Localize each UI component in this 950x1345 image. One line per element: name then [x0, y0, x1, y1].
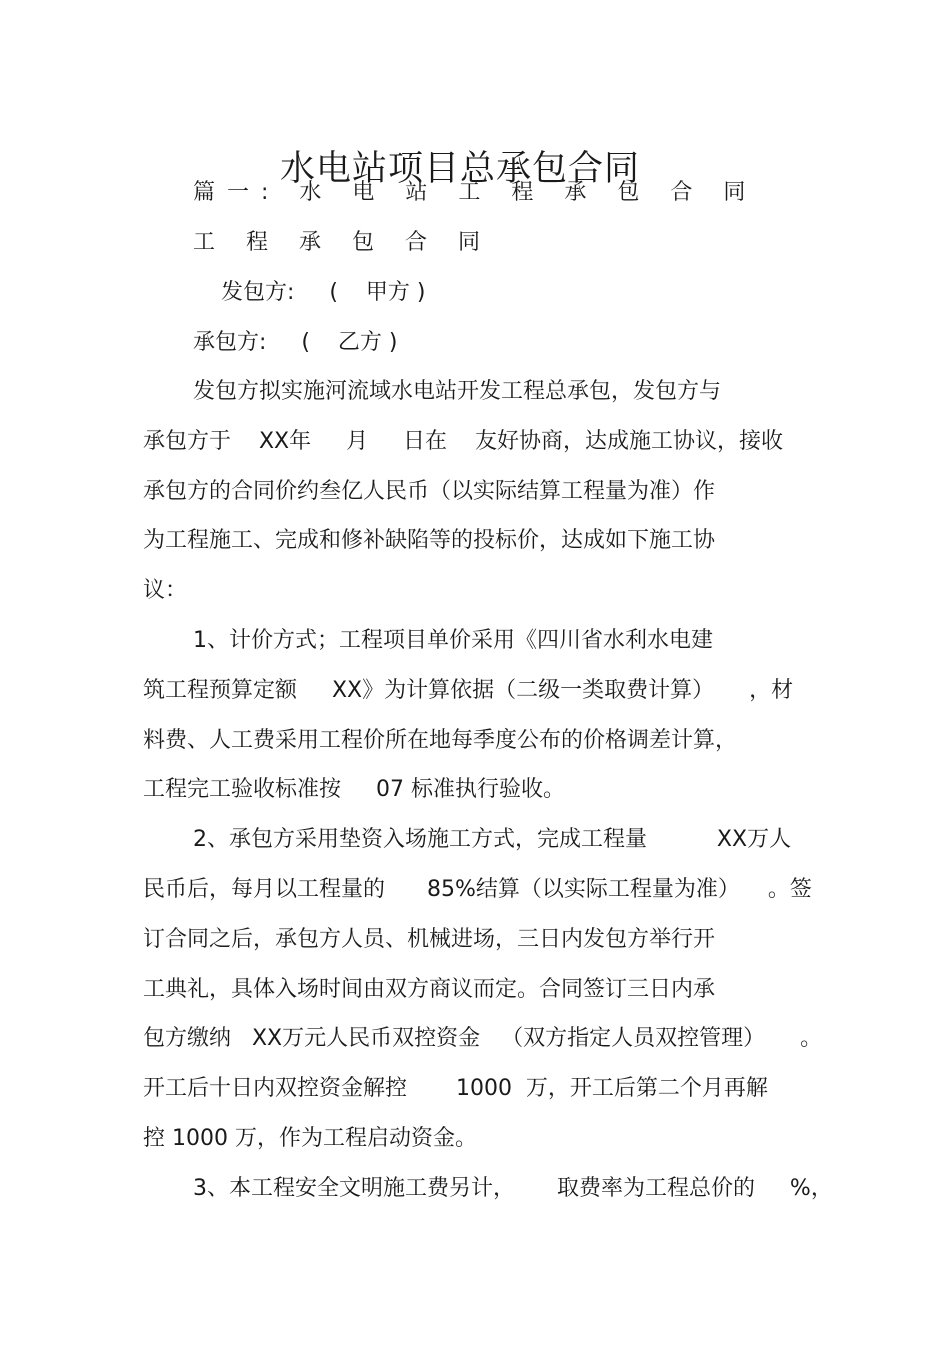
- clause-1-line: 筑工程预算定额 XX》为计算依据（二级一类取费计算） ，材: [143, 678, 794, 703]
- clause-2-line: 包方缴纳 XX万元人民币双控资金 （双方指定人员双控管理） 。: [143, 1026, 823, 1051]
- clause-2-line: 控 1000 万，作为工程启动资金。: [143, 1126, 477, 1151]
- party-b-line: 承包方: ( 乙方 ): [193, 330, 398, 355]
- clause-1-line: 料费、人工费采用工程价所在地每季度公布的价格调差计算，: [143, 728, 738, 753]
- clause-1-line: 工程完工验收标准按 07 标准执行验收。: [143, 777, 565, 802]
- party-a-line: 发包方: ( 甲方 ): [221, 280, 426, 305]
- contract-heading: 工 程 承 包 合 同: [193, 230, 492, 255]
- clause-2-line: 工典礼，具体入场时间由双方商议而定。合同签订三日内承: [143, 977, 716, 1002]
- clause-2-line: 开工后十日内双控资金解控 1000 万，开工后第二个月再解: [143, 1076, 768, 1101]
- paragraph-line: 发包方拟实施河流域水电站开发工程总承包，发包方与: [193, 379, 722, 404]
- clause-2-line: 订合同之后，承包方人员、机械进场，三日内发包方举行开: [143, 927, 716, 952]
- clause-2-line: 民币后，每月以工程量的 85%结算（以实际工程量为准） 。签: [143, 877, 812, 902]
- document-title: 水电站项目总承包合同: [279, 149, 640, 190]
- clause-1-line: 1、计价方式；工程项目单价采用《四川省水利水电建: [193, 628, 713, 653]
- section-heading: 篇一: 水 电 站 工 程 承 包 合 同: [193, 180, 758, 205]
- clause-2-line: 2、承包方采用垫资入场施工方式，完成工程量 XX万人: [193, 827, 792, 852]
- paragraph-line: 为工程施工、完成和修补缺陷等的投标价，达成如下施工协: [143, 528, 716, 553]
- paragraph-line: 议：: [143, 578, 188, 603]
- paragraph-line: 承包方于 XX年 月 日在 友好协商，达成施工协议，接收: [143, 429, 784, 454]
- clause-3-line: 3、本工程安全文明施工费另计， 取费率为工程总价的 %，: [193, 1176, 833, 1201]
- paragraph-line: 承包方的合同价约叁亿人民币（以实际结算工程量为准）作: [143, 479, 716, 504]
